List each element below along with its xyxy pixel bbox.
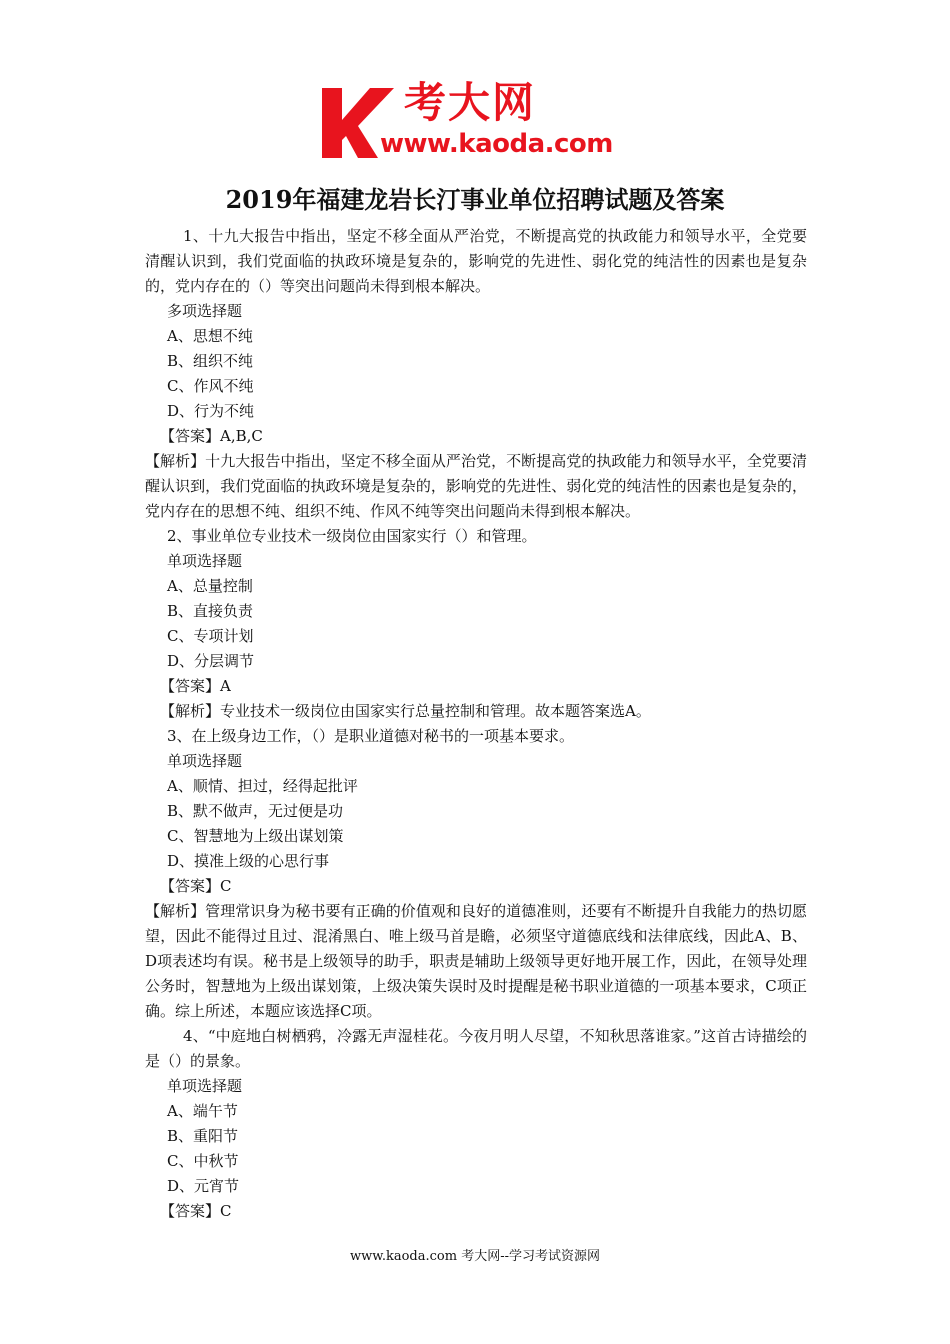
option-c: C、专项计划 — [167, 627, 254, 645]
option-a: A、顺情、担过，经得起批评 — [167, 777, 358, 795]
question-type: 单项选择题 — [167, 1077, 243, 1095]
analysis: 【解析】管理常识身为秘书要有正确的价值观和良好的道德准则，还要有不断提升自我能力的热切愿望，因此不能得过且过、混淆黑白、唯上级马首是瞻，必须坚守道德底线和法律底线，因此A、B、D项表述均有误。秘书是上级领导的助手，职责是辅助上级领导更好地开展工作，因此，在领导处理公务时，智慧地为上级出谋划策，上级决策失误时及时提醒是秘书职业道德的一项基本要求，C项正确。综上所述，本题应该选择C项。 — [145, 902, 807, 1020]
answer: 【答案】A,B,C — [160, 427, 263, 445]
analysis: 【解析】十九大报告中指出，坚定不移全面从严治党，不断提高党的执政能力和领导水平，全党要清醒认识到，我们党面临的执政环境是复杂的，影响党的先进性、弱化党的纯洁性的因素也是复杂的，党内存在的思想不纯、组织不纯、作风不纯等突出问题尚未得到根本解决。 — [145, 452, 807, 520]
question-stem: 2、事业单位专业技术一级岗位由国家实行（）和管理。 — [167, 527, 537, 545]
option-b: B、重阳节 — [167, 1127, 239, 1145]
site-logo — [318, 78, 638, 164]
option-d: D、元宵节 — [167, 1177, 240, 1195]
option-c: C、智慧地为上级出谋划策 — [167, 827, 344, 845]
answer: 【答案】C — [160, 1202, 232, 1220]
option-d: D、行为不纯 — [167, 402, 255, 420]
option-c: C、作风不纯 — [167, 377, 254, 395]
option-b: B、默不做声，无过便是功 — [167, 802, 344, 820]
question-stem: 1、十九大报告中指出，坚定不移全面从严治党，不断提高党的执政能力和领导水平，全党要清醒认识到，我们党面临的执政环境是复杂的，影响党的先进性、弱化党的纯洁性的因素也是复杂的，党内存在的（）等突出问题尚未得到根本解决。 — [145, 227, 807, 295]
document-title: 2019年福建龙岩长汀事业单位招聘试题及答案 — [225, 185, 725, 214]
question-type: 单项选择题 — [167, 552, 243, 570]
option-a: A、总量控制 — [167, 577, 253, 595]
question-type: 多项选择题 — [167, 302, 243, 320]
option-b: B、直接负责 — [167, 602, 254, 620]
option-d: D、分层调节 — [167, 652, 255, 670]
option-a: A、思想不纯 — [167, 327, 253, 345]
analysis: 【解析】专业技术一级岗位由国家实行总量控制和管理。故本题答案选A。 — [160, 702, 651, 720]
option-d: D、摸准上级的心思行事 — [167, 852, 330, 870]
question-stem: 3、在上级身边工作，（）是职业道德对秘书的一项基本要求。 — [167, 727, 575, 745]
brand-name: 考大网 — [404, 78, 537, 127]
question-type: 单项选择题 — [167, 752, 243, 770]
option-a: A、端午节 — [167, 1102, 238, 1120]
question-stem: 4、“中庭地白树栖鸦，冷露无声湿桂花。今夜月明人尽望，不知秋思落谁家。”这首古诗描绘的是（）的景象。 — [145, 1027, 807, 1070]
option-b: B、组织不纯 — [167, 352, 254, 370]
brand-url: www.kaoda.com — [380, 129, 613, 159]
answer: 【答案】C — [160, 877, 232, 895]
document-body — [145, 224, 807, 1224]
answer: 【答案】A — [160, 677, 231, 695]
option-c: C、中秋节 — [167, 1152, 239, 1170]
page-footer: www.kaoda.com 考大网--学习考试资源网 — [350, 1249, 600, 1264]
